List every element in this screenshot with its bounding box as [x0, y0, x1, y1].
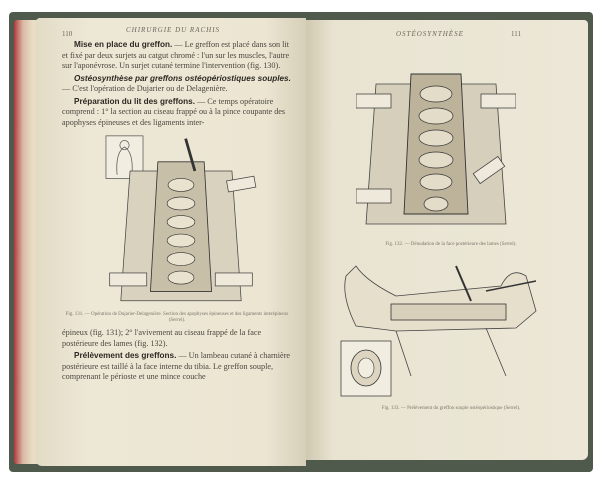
- page-number: 111: [511, 30, 521, 38]
- heading: Ostéosynthèse par greffons ostéopériostiques souples.: [74, 73, 291, 83]
- heading: Mise en place du greffon.: [74, 40, 173, 49]
- body-text: — Ce temps opératoire comprend : 1° la section au ciseau frappé ou à la pince coupante des apophyses épineuses et des ligaments inter-: [62, 96, 286, 127]
- body-text: — Un lambeau cutané à charnière postérieure est taillé à la face interne du tibia. Le greffon souple, comprenant le périoste et une mince couche: [62, 351, 291, 381]
- paragraph-graft-harvest: [62, 351, 292, 383]
- figure-133-illustration: [336, 256, 546, 401]
- paragraph-continued: épineux (fig. 131); 2° l'avivement au ciseau frappé de la face postérieure des lames (fig. 132).: [62, 328, 262, 348]
- paragraph-graft-placement: [62, 40, 292, 72]
- running-header: OSTÉOSYNTHÈSE: [396, 30, 464, 38]
- body-text: — Le greffon est placé dans son lit et fixé par deux surjets au catgut chromé : l'un sur les muscles, l'autre sur l'aponévrose. Un surjet cutané termine l'intervention (fig. 130).: [62, 40, 290, 70]
- figure-131-illustration: [96, 134, 266, 310]
- figure-132-illustration: [356, 64, 516, 234]
- body-text: — C'est l'opération de Dujarier ou de Delagenière.: [62, 84, 228, 93]
- figure-132-caption: Fig. 132. — Dénudation de la face postérieure des lames (Serrel).: [385, 242, 517, 247]
- figure-131: [62, 134, 292, 310]
- heading: Préparation du lit des greffons.: [74, 96, 196, 106]
- page-number: 110: [62, 30, 73, 38]
- paragraph-osteosynthesis: [62, 74, 292, 95]
- paragraph-bed-preparation: [62, 97, 292, 129]
- figure-131-caption: Fig. 131. — Opération de Dujarier-Delagenière. Section des apophyses épineuses et des ligaments interépineux (Serrel).: [65, 312, 289, 323]
- heading: Prélèvement des greffons.: [74, 351, 177, 360]
- figure-133-caption: Fig. 133. — Prélèvement du greffon souple ostéopériostique (Serrel).: [381, 406, 521, 411]
- running-header: CHIRURGIE DU RACHIS: [126, 26, 221, 34]
- page-head: [62, 26, 292, 40]
- right-page: [306, 20, 588, 460]
- left-page: [36, 18, 306, 466]
